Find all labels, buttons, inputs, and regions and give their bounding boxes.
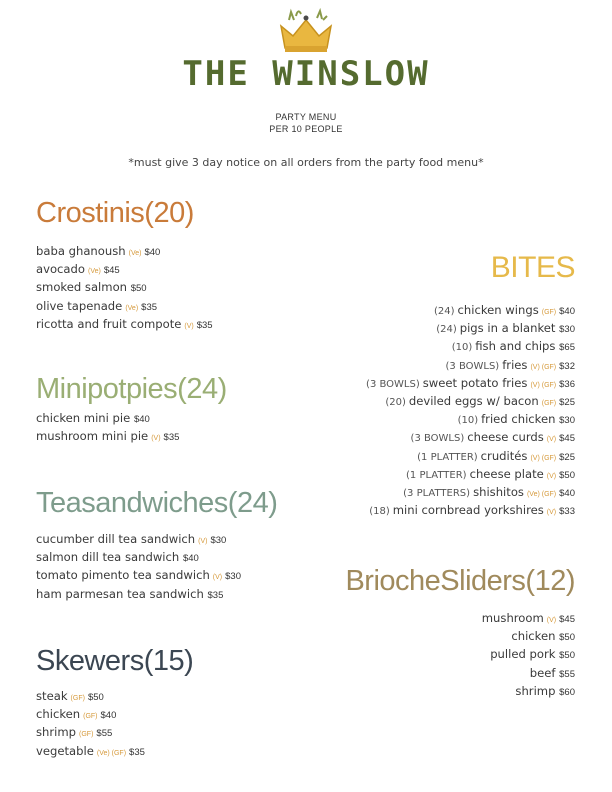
menu-item <box>36 427 179 445</box>
item-name: shrimp <box>515 683 556 698</box>
menu-item <box>36 705 145 723</box>
item-name: smoked salmon <box>36 280 128 295</box>
per-people-label: PER 10 PEOPLE <box>269 124 343 134</box>
menu-item <box>366 483 575 501</box>
item-price: $45 <box>559 433 575 445</box>
item-price: $65 <box>559 342 575 354</box>
menu-item <box>36 566 241 584</box>
item-name: chicken <box>511 629 556 644</box>
item-diet-tag: (GF) <box>541 399 557 407</box>
section-title-bites: BITES <box>490 251 575 284</box>
item-diet-tag: (GF) <box>79 731 94 739</box>
item-name: chicken <box>36 707 81 722</box>
item-price: $30 <box>225 571 241 583</box>
menu-item <box>36 742 145 760</box>
menu-item <box>366 465 575 483</box>
item-quantity: (10) <box>457 415 479 427</box>
item-name: cheese plate <box>469 466 544 481</box>
crostinis-list <box>36 242 213 333</box>
menu-item <box>366 319 575 337</box>
item-price: $45 <box>559 614 575 625</box>
item-name: pulled pork <box>490 647 556 662</box>
item-quantity: (10) <box>451 342 473 354</box>
section-title-minipotpies: Minipotpies(24) <box>36 373 227 405</box>
notice-text: *must give 3 day notice on all orders from the party food menu* <box>128 156 484 169</box>
menu-item <box>366 501 575 519</box>
item-diet-tag: (GF) <box>70 695 85 702</box>
minipotpies-list <box>36 409 179 445</box>
item-name: baba ghanoush <box>36 244 126 258</box>
item-diet-tag: (V) (GF) <box>530 381 557 389</box>
item-diet-tag: (Ve) <box>88 268 101 276</box>
item-price: $40 <box>182 553 199 565</box>
section-title-teasandwiches: Teasandwiches(24) <box>36 487 278 519</box>
menu-item <box>366 447 575 465</box>
item-name: shrimp <box>36 725 77 740</box>
item-price: $40 <box>100 710 117 722</box>
brand-name: THE WINSLOW <box>182 54 430 94</box>
item-diet-tag: (V) <box>546 509 557 517</box>
item-name: shishitos <box>473 484 524 499</box>
item-price: $25 <box>559 396 575 408</box>
menu-item <box>366 428 575 446</box>
item-diet-tag: (GF) <box>541 309 557 316</box>
menu-item <box>36 278 213 296</box>
logo <box>0 8 612 54</box>
item-diet-tag: (V) (GF) <box>530 454 557 462</box>
menu-item <box>36 723 145 741</box>
menu-item <box>482 682 575 700</box>
item-name: olive tapenade <box>36 298 123 313</box>
item-name: salmon dill tea sandwich <box>36 550 180 565</box>
menu-item <box>482 609 575 627</box>
menu-item <box>482 664 575 682</box>
item-price: $55 <box>96 728 113 740</box>
item-quantity: (24) <box>436 324 457 336</box>
item-price: $35 <box>207 589 224 601</box>
item-name: cucumber dill tea sandwich <box>36 532 196 546</box>
item-quantity: (20) <box>385 396 406 408</box>
bites-list <box>366 301 575 519</box>
item-name: fries <box>502 357 528 372</box>
item-name: steak <box>36 689 68 703</box>
item-name: deviled eggs w/ bacon <box>408 393 539 408</box>
crown-icon <box>271 8 341 54</box>
item-price: $30 <box>559 324 575 336</box>
item-name: tomato pimento tea sandwich <box>36 568 210 583</box>
item-diet-tag: (V) <box>546 436 557 444</box>
item-name: vegetable <box>36 743 94 758</box>
item-price: $50 <box>559 650 575 662</box>
item-quantity: (3 BOWLS) <box>445 360 500 372</box>
item-price: $55 <box>559 668 575 680</box>
teasandwiches-list <box>36 530 241 603</box>
item-name: ham parmesan tea sandwich <box>36 586 204 601</box>
menu-item <box>366 301 575 319</box>
section-title-crostinis: Crostinis(20) <box>36 197 194 229</box>
menu-item <box>36 297 213 315</box>
item-price: $40 <box>559 306 575 317</box>
item-quantity: (1 PLATTER) <box>406 469 467 481</box>
item-price: $60 <box>559 686 575 698</box>
menu-item <box>36 260 213 278</box>
item-name: beef <box>529 665 556 680</box>
menu-item <box>36 548 241 566</box>
item-name: chicken mini pie <box>36 411 131 425</box>
item-diet-tag: (V) <box>546 472 557 480</box>
menu-item <box>482 627 575 645</box>
menu-item <box>36 687 145 705</box>
item-price: $35 <box>129 746 145 758</box>
item-price: $30 <box>210 535 227 546</box>
item-price: $25 <box>559 451 575 463</box>
menu-item <box>482 645 575 663</box>
item-quantity: (3 PLATTERS) <box>403 487 471 499</box>
menu-item <box>366 410 575 428</box>
item-name: mushroom <box>481 611 544 625</box>
item-price: $40 <box>133 414 150 425</box>
item-name: mini cornbread yorkshires <box>392 503 544 518</box>
item-name: pigs in a blanket <box>459 321 556 336</box>
item-diet-tag: (V) <box>198 538 208 545</box>
item-diet-tag: (V) <box>184 322 194 330</box>
item-name: ricotta and fruit compote <box>36 316 182 331</box>
item-name: fried chicken <box>481 412 556 427</box>
item-price: $32 <box>559 360 575 372</box>
section-title-skewers: Skewers(15) <box>36 645 194 677</box>
item-diet-tag: (Ve) (GF) <box>96 749 127 757</box>
menu-item <box>36 409 179 427</box>
item-name: mushroom mini pie <box>36 429 149 444</box>
item-diet-tag: (Ve) <box>128 250 142 257</box>
item-name: crudités <box>480 448 528 463</box>
menu-item <box>36 530 241 548</box>
item-name: chicken wings <box>457 303 539 317</box>
item-diet-tag: (V) <box>212 574 223 582</box>
menu-item <box>366 356 575 374</box>
item-price: $50 <box>559 469 575 481</box>
skewers-list <box>36 687 145 760</box>
item-price: $35 <box>196 319 213 331</box>
item-diet-tag: (GF) <box>83 713 98 721</box>
item-quantity: (3 BOWLS) <box>366 378 420 390</box>
item-price: $33 <box>559 506 575 518</box>
item-name: avocado <box>36 262 85 277</box>
item-diet-tag: (V) <box>546 617 557 624</box>
item-name: sweet potato fries <box>422 375 528 390</box>
menu-item <box>36 242 213 260</box>
item-price: $35 <box>163 432 180 444</box>
menu-item <box>366 337 575 355</box>
item-price: $36 <box>559 378 575 390</box>
menu-item <box>366 374 575 392</box>
item-price: $50 <box>559 632 575 644</box>
item-price: $50 <box>87 692 104 703</box>
item-name: fish and chips <box>475 339 556 354</box>
menu-item <box>366 392 575 410</box>
item-price: $45 <box>103 265 120 277</box>
item-price: $40 <box>559 487 575 499</box>
menu-item <box>36 585 241 603</box>
item-quantity: (1 PLATTER) <box>417 451 478 463</box>
menu-item <box>36 315 213 333</box>
item-price: $35 <box>141 301 158 313</box>
sliders-list <box>482 609 575 700</box>
item-diet-tag: (V) (GF) <box>530 363 557 371</box>
section-title-sliders: BriocheSliders(12) <box>345 565 575 597</box>
item-name: cheese curds <box>467 430 544 445</box>
item-price: $30 <box>559 415 575 427</box>
item-quantity: (18) <box>369 506 390 518</box>
item-quantity: (3 BOWLS) <box>410 433 465 445</box>
item-diet-tag: (V) <box>151 435 161 443</box>
item-quantity: (24) <box>433 306 455 317</box>
item-diet-tag: (Ve) (GF) <box>526 490 557 498</box>
item-price: $40 <box>144 247 161 258</box>
party-menu-label: PARTY MENU <box>275 112 337 122</box>
item-diet-tag: (Ve) <box>125 304 139 312</box>
item-price: $50 <box>130 283 147 295</box>
